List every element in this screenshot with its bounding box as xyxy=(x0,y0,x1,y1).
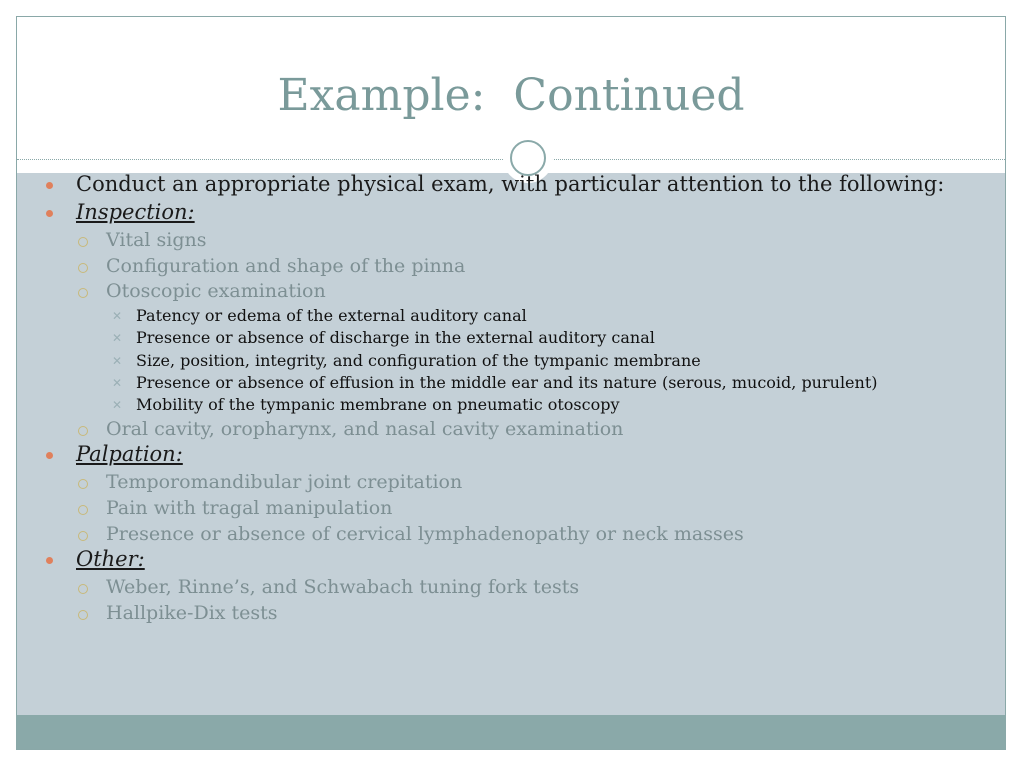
item-text: Mobility of the tympanic membrane on pneumatic otoscopy xyxy=(136,395,620,415)
list-item xyxy=(46,419,946,440)
item-text: Otoscopic examination xyxy=(106,280,326,303)
list-item xyxy=(46,230,946,251)
bullet-dot-icon xyxy=(46,452,53,459)
bullet-circle-icon xyxy=(78,288,88,298)
bullet-x-icon: ✕ xyxy=(112,331,123,346)
bullet-dot-icon xyxy=(46,557,53,564)
list-item xyxy=(46,307,946,325)
list-item xyxy=(46,396,946,414)
list-item xyxy=(46,603,946,624)
item-text: Presence or absence of discharge in the external auditory canal xyxy=(136,328,655,348)
bullet-x-icon: ✕ xyxy=(112,308,123,323)
item-text: Presence or absence of effusion in the middle ear and its nature (serous, mucoid, purulent) xyxy=(136,372,878,392)
list-item xyxy=(46,256,946,277)
bullet-list xyxy=(46,174,946,628)
list-item xyxy=(46,174,946,195)
list-item xyxy=(46,498,946,519)
section-heading-other: Other: xyxy=(76,547,145,572)
list-item xyxy=(46,549,946,570)
bullet-circle-icon xyxy=(78,263,88,273)
item-text: Oral cavity, oropharynx, and nasal cavity examination xyxy=(106,417,624,440)
section-heading-palpation: Palpation: xyxy=(76,442,183,467)
item-text: Size, position, integrity, and configuration of the tympanic membrane xyxy=(136,350,701,370)
slide-title: Example: Continued xyxy=(277,70,745,121)
item-text: Weber, Rinne’s, and Schwabach tuning fork tests xyxy=(106,576,580,599)
list-item xyxy=(46,444,946,465)
item-text: Presence or absence of cervical lymphadenopathy or neck masses xyxy=(106,522,744,545)
list-item xyxy=(46,472,946,493)
footer-bar xyxy=(17,715,1005,749)
bullet-circle-icon xyxy=(78,584,88,594)
item-text: Pain with tragal manipulation xyxy=(106,496,393,519)
list-item xyxy=(46,281,946,302)
list-item xyxy=(46,329,946,347)
item-text: Temporomandibular joint crepitation xyxy=(106,471,463,494)
bullet-circle-icon xyxy=(78,237,88,247)
item-text: Conduct an appropriate physical exam, with particular attention to the following: xyxy=(76,172,945,196)
item-text: Patency or edema of the external auditory canal xyxy=(136,305,527,325)
item-text: Hallpike-Dix tests xyxy=(106,601,278,624)
bullet-circle-icon xyxy=(78,426,88,436)
section-heading-inspection: Inspection: xyxy=(76,200,195,224)
item-text: Configuration and shape of the pinna xyxy=(106,254,466,277)
bullet-x-icon: ✕ xyxy=(112,353,123,368)
bullet-circle-icon xyxy=(78,531,88,541)
bullet-dot-icon xyxy=(46,210,53,217)
bullet-x-icon: ✕ xyxy=(112,398,123,413)
list-item xyxy=(46,352,946,370)
list-item xyxy=(46,374,946,392)
bullet-x-icon: ✕ xyxy=(112,375,123,390)
list-item xyxy=(46,524,946,545)
bullet-circle-icon xyxy=(78,479,88,489)
bullet-circle-icon xyxy=(78,505,88,515)
list-item xyxy=(46,202,946,223)
list-item xyxy=(46,577,946,598)
bullet-circle-icon xyxy=(78,610,88,620)
bullet-dot-icon xyxy=(46,182,53,189)
ring-inner xyxy=(510,140,546,176)
item-text: Vital signs xyxy=(106,229,207,251)
